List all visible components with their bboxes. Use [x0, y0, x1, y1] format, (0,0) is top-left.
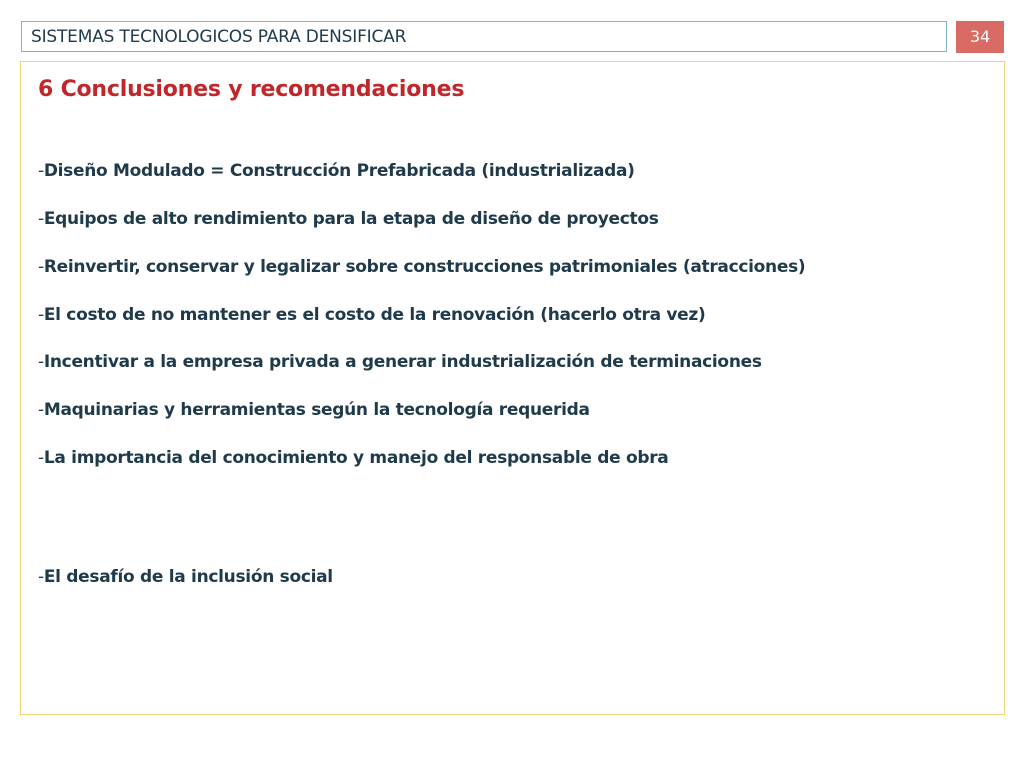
bullet-marker: -	[38, 567, 44, 587]
bullet-text: Reinvertir, conservar y legalizar sobre construcciones patrimoniales (atracciones)	[43, 257, 806, 277]
bullet-text: La importancia del conocimiento y manejo del responsable de obra	[43, 448, 669, 468]
header-title: SISTEMAS TECNOLOGICOS PARA DENSIFICAR	[31, 27, 407, 47]
bullet-item	[38, 305, 705, 325]
bullet-item	[38, 257, 805, 277]
content-frame	[20, 61, 1005, 715]
bullet-marker: -	[38, 352, 44, 372]
bullet-text: El costo de no mantener es el costo de la renovación (hacerlo otra vez)	[43, 305, 706, 325]
bullet-marker: -	[38, 209, 44, 229]
bullet-marker: -	[38, 161, 44, 181]
bullet-text: Equipos de alto rendimiento para la etapa de diseño de proyectos	[43, 209, 659, 229]
bullet-marker: -	[38, 448, 44, 468]
bullet-text: Diseño Modulado = Construcción Prefabricada (industrializada)	[43, 161, 635, 181]
bullet-marker: -	[38, 257, 44, 277]
bullet-item	[38, 448, 668, 468]
bullet-text: Maquinarias y herramientas según la tecnología requerida	[43, 400, 590, 420]
header-bar	[21, 21, 947, 52]
section-title: 6 Conclusiones y recomendaciones	[38, 77, 465, 102]
bullet-text: Incentivar a la empresa privada a generar industrialización de terminaciones	[43, 352, 762, 372]
page-number-badge: 34	[956, 21, 1004, 53]
bullet-item	[38, 400, 590, 420]
bullet-marker: -	[38, 400, 44, 420]
bullet-item	[38, 352, 762, 372]
bullet-marker: -	[38, 305, 44, 325]
bullet-item	[38, 567, 333, 587]
bullet-item	[38, 161, 635, 181]
bullet-item	[38, 209, 659, 229]
bullet-text: El desafío de la inclusión social	[43, 567, 333, 587]
